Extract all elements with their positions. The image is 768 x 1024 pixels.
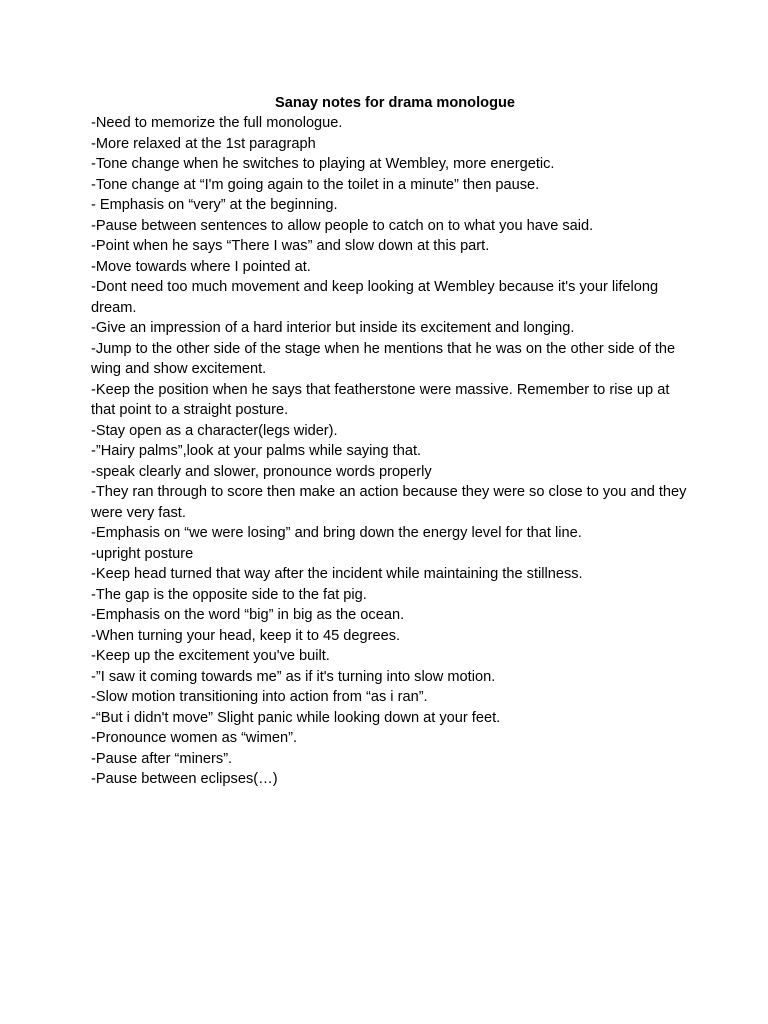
note-line: -Tone change at “I'm going again to the toilet in a minute” then pause. [91,176,540,193]
note-line: -”Hairy palms”,look at your palms while saying that. [91,443,422,459]
note-line: -upright posture [91,545,194,562]
note-line: -When turning your head, keep it to 45 degrees. [91,627,401,644]
note-line: -Pause after “miners”. [91,750,233,767]
note-line: -Slow motion transitioning into action from “as i ran”. [91,689,428,705]
note-line: -Emphasis on “we were losing” and bring down the energy level for that line. [91,525,582,541]
note-line: -Keep up the excitement you've built. [91,648,330,664]
note-line: -Emphasis on the word “big” in big as the ocean. [91,607,405,623]
note-line: -Stay open as a character(legs wider). [91,422,338,439]
notes-list [91,113,691,790]
document-title: Sanay notes for drama monologue [274,95,516,111]
note-line: -“But i didn't move” Slight panic while looking down at your feet. [91,709,501,726]
note-line: -Pause between eclipses(…) [91,771,278,787]
note-line: -Jump to the other side of the stage when he mentions that he was on the other side of the wing and show excitement. [91,340,676,377]
note-line: -More relaxed at the 1st paragraph [91,135,316,152]
note-line: -Give an impression of a hard interior but inside its excitement and longing. [91,320,575,336]
note-line: -speak clearly and slower, pronounce words properly [91,463,432,480]
note-line: -The gap is the opposite side to the fat pig. [91,586,367,603]
note-line: -Tone change when he switches to playing at Wembley, more energetic. [91,156,555,172]
note-line: -They ran through to score then make an action because they were so close to you and they were very fast. [91,484,687,521]
note-line: -Dont need too much movement and keep looking at Wembley because it's your lifelong dream. [91,279,659,316]
note-line: -Pause between sentences to allow people to catch on to what you have said. [91,217,594,234]
note-line: -Need to memorize the full monologue. [91,115,343,131]
note-line: -”I saw it coming towards me” as if it's turning into slow motion. [91,668,496,685]
note-line: -Keep head turned that way after the incident while maintaining the stillness. [91,566,583,582]
note-line: - Emphasis on “very” at the beginning. [91,197,338,213]
note-line: -Point when he says “There I was” and slow down at this part. [91,238,490,254]
note-line: -Move towards where I pointed at. [91,258,311,275]
note-line: -Keep the position when he says that featherstone were massive. Remember to rise up at that point to a straight posture. [91,381,670,418]
note-line: -Pronounce women as “wimen”. [91,730,298,746]
